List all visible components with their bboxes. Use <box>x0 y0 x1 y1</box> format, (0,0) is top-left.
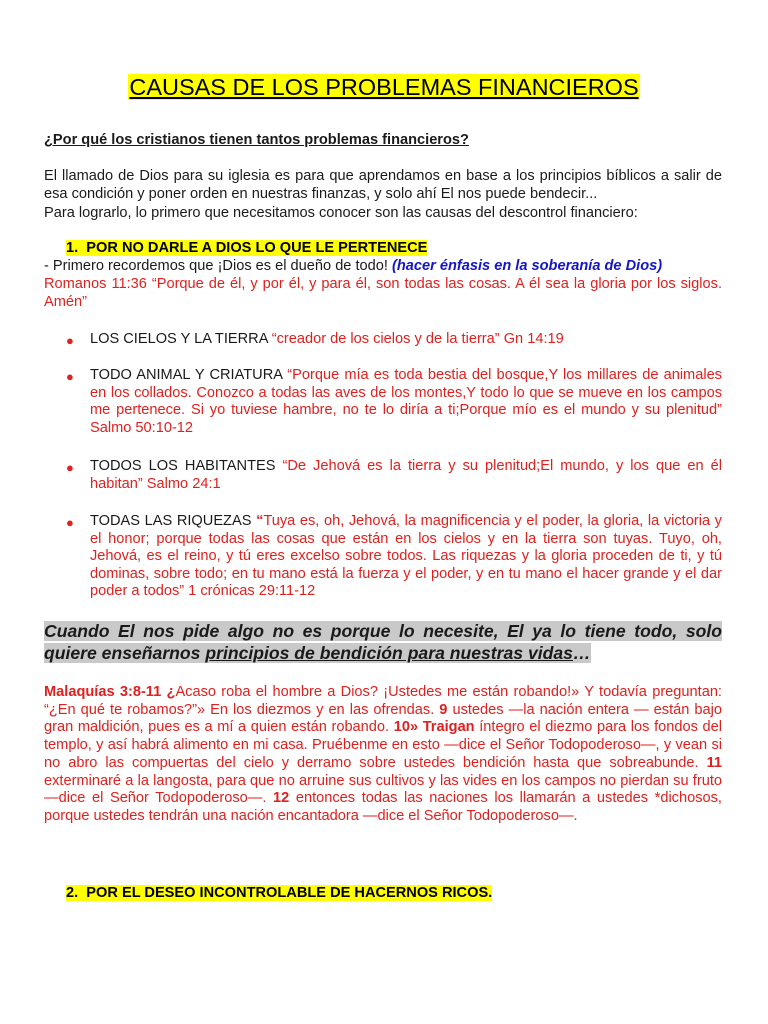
section2-number: 2. <box>66 885 79 901</box>
section1-title: POR NO DARLE A DIOS LO QUE LE PERTENECE <box>86 240 428 256</box>
bullet-icon: ● <box>66 333 74 348</box>
bullet-icon: ● <box>66 515 74 530</box>
bullet-item <box>90 331 722 349</box>
section2-heading <box>66 885 492 901</box>
bullet-text: “creador de los cielos y de la tierra” Gn 14:19 <box>271 331 564 347</box>
section2-title: POR EL DESEO INCONTROLABLE DE HACERNOS RICOS. <box>86 885 493 901</box>
bullet-text: Tuya es, oh, Jehová, la magnificencia y el poder, la gloria, la victoria y el honor; porque todas las cosas que están en los cielos y en la tierra son tuyas. Tuyo, oh, Jehová, es el reino, y tú eres excelso sobre todos. Las riquezas y la gloria proceden de ti, y tú dominas, sobre todo; en tu mano está la fuerza y el poder, y en tu mano el hacer grande y el dar poder a todos” 1 crónicas 29:11-12 <box>90 513 722 600</box>
title-text: CAUSAS DE LOS PROBLEMAS FINANCIEROS <box>129 74 639 100</box>
bullet-text: “De Jehová es la tierra y su plenitud;El mundo, y los que en él habitan” Salmo 24:1 <box>90 458 722 492</box>
intro-paragraph: El llamado de Dios para su iglesia es para que aprendamos en base a los principios bíblicos a salir de esa condición y poner orden en nuestras finanzas, y solo ahí El nos puede bendecir... <box>44 168 722 202</box>
section1-heading <box>66 240 427 256</box>
bullet-item <box>90 367 722 437</box>
bullet-icon: ● <box>66 460 74 475</box>
section1-verse: Romanos 11:36 “Porque de él, y por él, y para él, son todas las cosas. A él sea la gloria por los siglos. Amén” <box>44 276 722 310</box>
bullet-label: LOS CIELOS Y LA TIERRA <box>90 331 268 347</box>
section1-number: 1. <box>66 240 79 256</box>
bullet-item <box>90 458 722 493</box>
bullet-quote: “ <box>256 513 264 529</box>
callout-text-2: principios de bendición para nuestras vidas <box>205 642 573 663</box>
bullet-label: TODOS LOS HABITANTES <box>90 458 276 474</box>
bullet-text: “Porque mía es toda bestia del bosque,Y los millares de animales en los collados. Conozco a todas las aves de los montes,Y todo lo que se mueve en los campos me pertenece. Si yo tuviese hambre, no te lo diría a ti;Porque mío es el mundo y su plenitud” Salmo 50:10-12 <box>90 367 722 436</box>
section1-emphasis: (hacer énfasis en la soberanía de Dios) <box>392 258 663 274</box>
section1-line <box>44 258 722 276</box>
malaquias-ref: Malaquías 3:8-11 <box>44 684 162 700</box>
document-title <box>0 74 768 101</box>
bullet-label: TODO ANIMAL Y CRIATURA <box>90 367 283 383</box>
callout <box>44 621 722 664</box>
malaquias-paragraph: Malaquías 3:8-11 ¿Acaso roba el hombre a Dios? ¡Ustedes me están robando!» Y todavía preguntan: “¿En qué te robamos?”» En los diezmos y en las ofrendas. 9 ustedes —la nación entera — están bajo gran maldición, pues es a mí a quien están robando. 10» Traigan íntegro el diezmo para los fondos del templo, y así habrá alimento en mi casa. Pruébenme en esto —dice el Señor Todopoderoso—, y vean si no abro las compuertas del cielo y derramo sobre ustedes bendición hasta que sobreabunde. 11 exterminaré a la langosta, para que no arruine sus cultivos y las vides en los campos no pierdan su fruto —dice el Señor Todopoderoso—. 12 entonces todas las naciones los llamarán a ustedes *dichosos, porque ustedes tendrán una nación encantadora —dice el Señor Todopoderoso—. <box>44 684 723 824</box>
bullet-item <box>90 513 722 601</box>
callout-text-3: … <box>572 642 591 663</box>
intro-paragraph-2: Para lograrlo, lo primero que necesitamos conocer son las causas del descontrol financiero: <box>44 205 638 221</box>
bullet-label: TODAS LAS RIQUEZAS <box>90 513 252 529</box>
bullet-icon: ● <box>66 369 74 384</box>
callout-text-1: Cuando El nos pide algo no es porque lo necesite, El ya lo tiene todo, solo quiere enseñarnos <box>44 621 722 663</box>
question-heading: ¿Por qué los cristianos tienen tantos problemas financieros? <box>44 132 469 148</box>
section1-line-text: - Primero recordemos que ¡Dios es el dueño de todo! <box>44 258 388 274</box>
